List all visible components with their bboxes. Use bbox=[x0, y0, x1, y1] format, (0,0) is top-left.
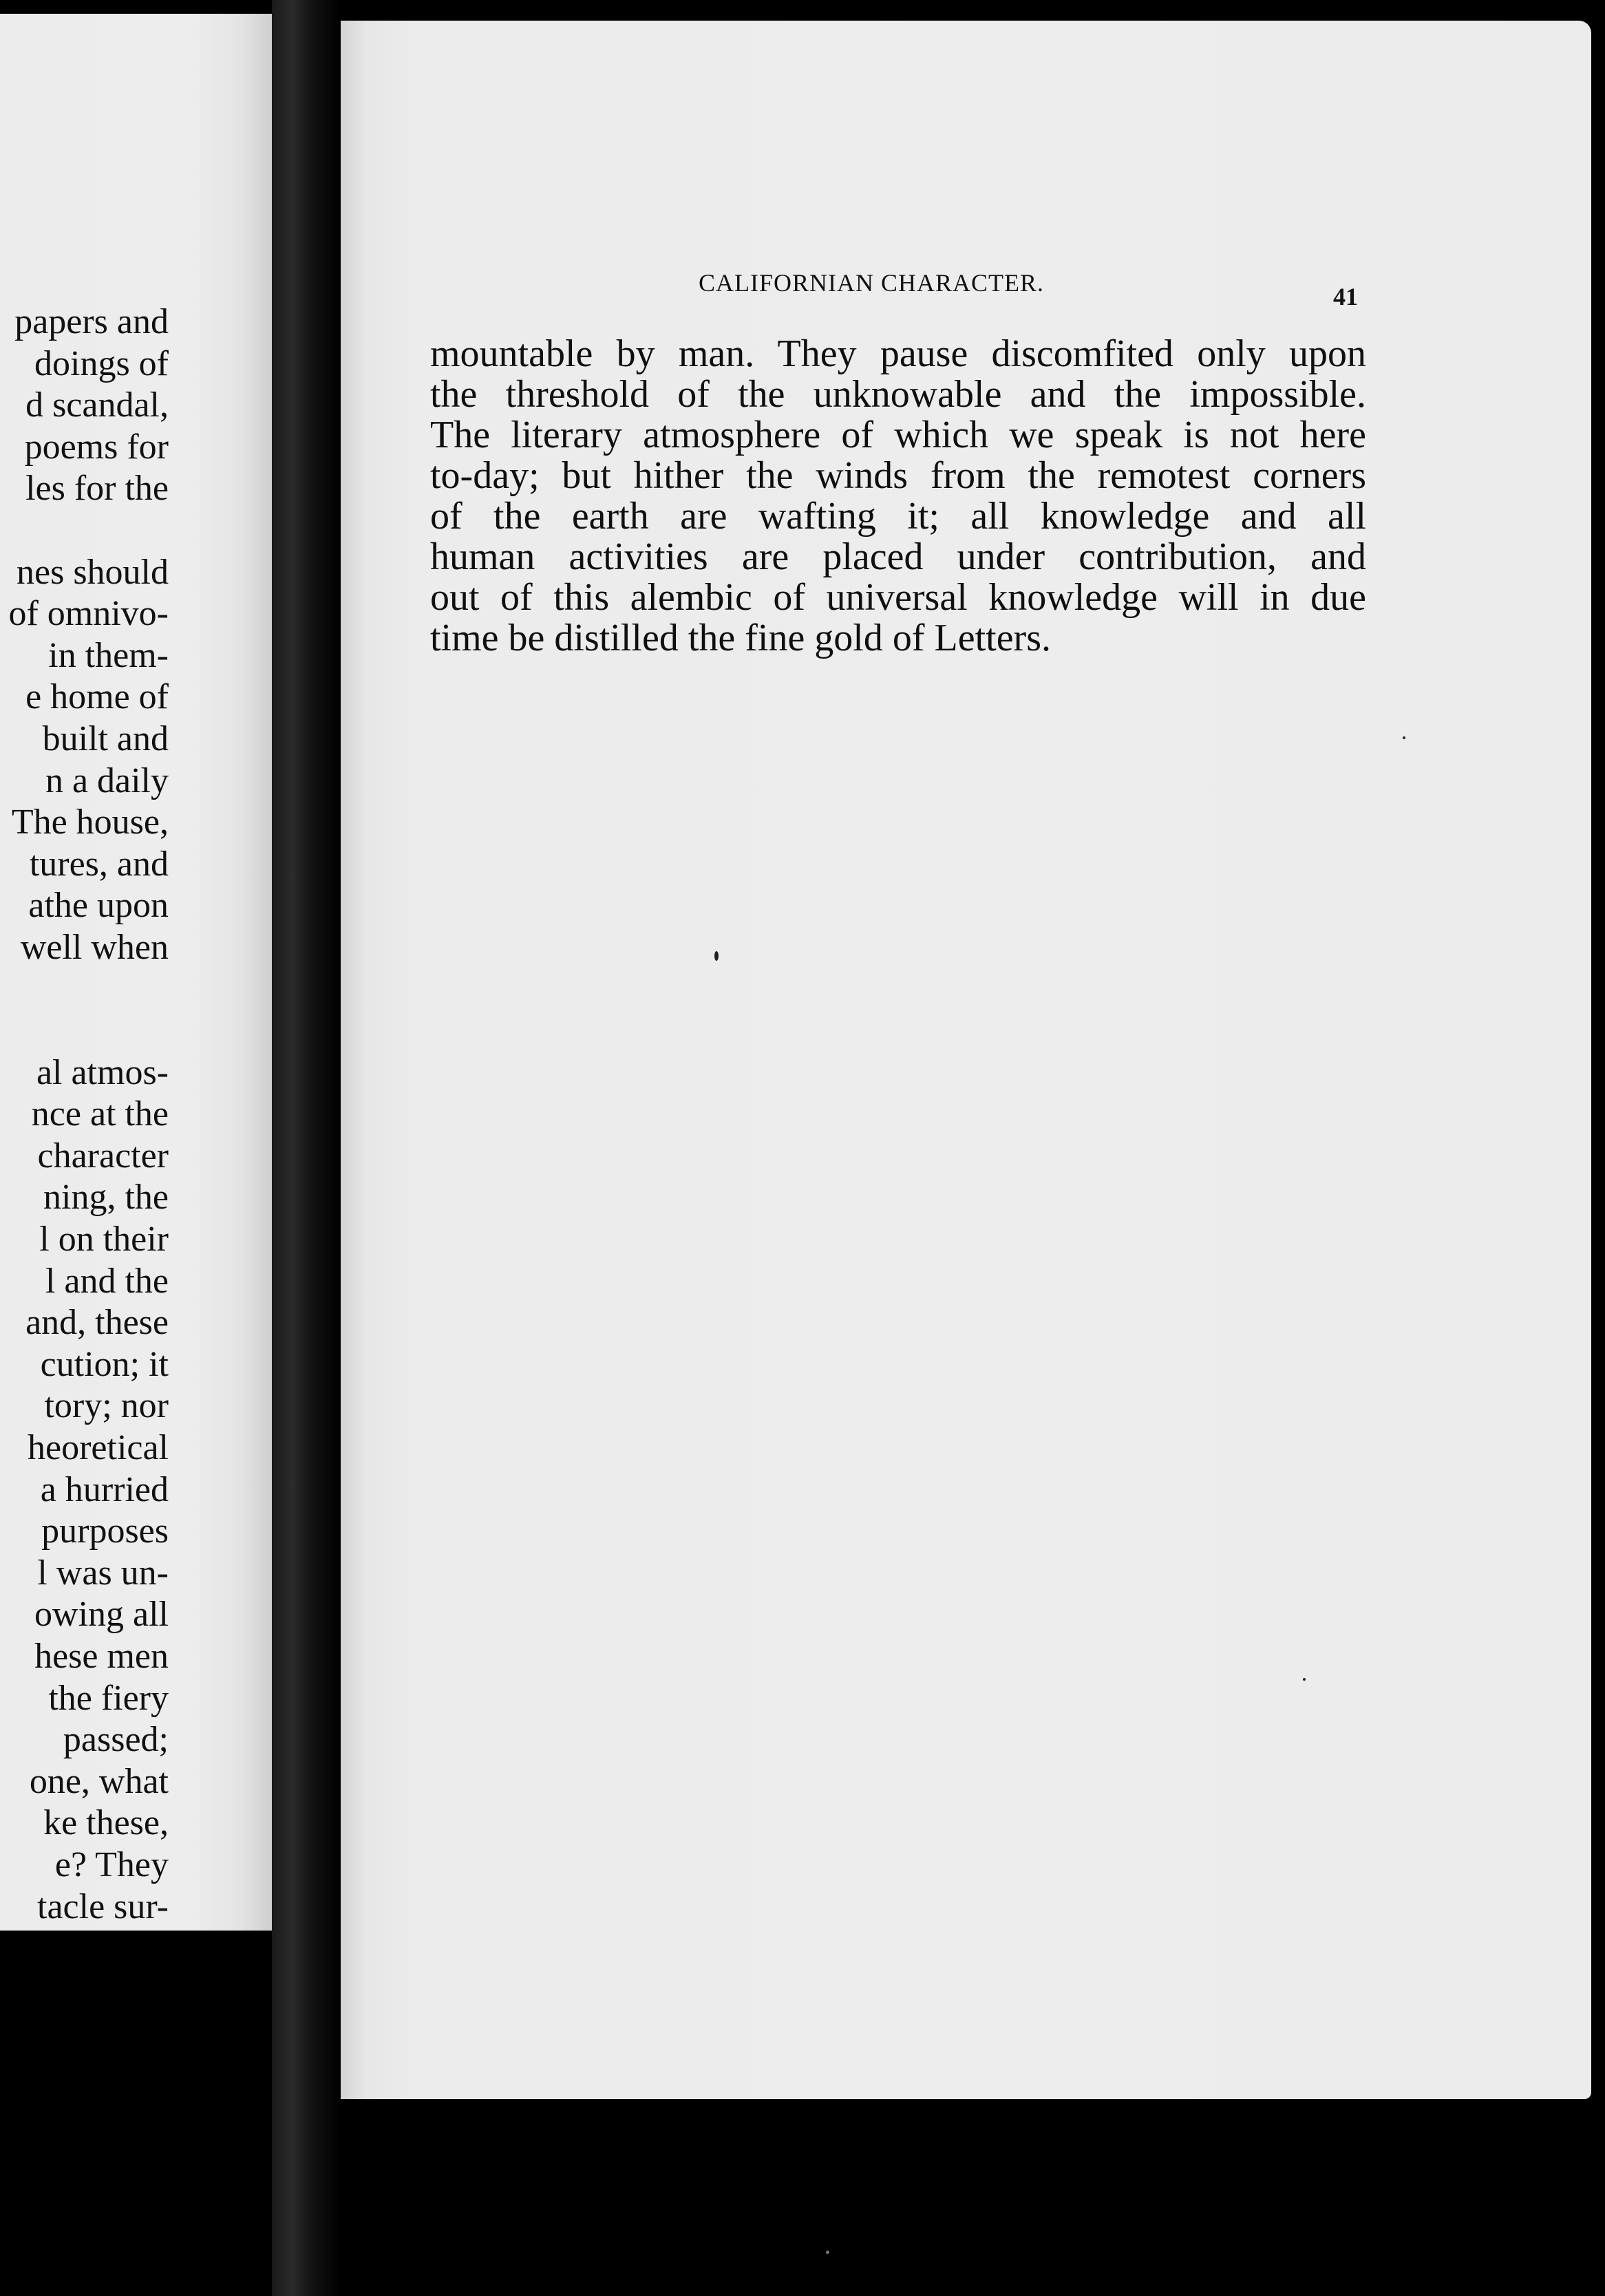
facing-page-line: doings of bbox=[34, 343, 169, 383]
text-line: The literary atmosphere of which we speak is not here bbox=[430, 414, 1366, 456]
paper-speck bbox=[1303, 1678, 1306, 1681]
text-line: the threshold of the unknowable and the impossible. bbox=[430, 373, 1366, 416]
facing-page-line: character bbox=[37, 1136, 169, 1176]
facing-page-line: athe upon bbox=[28, 886, 169, 926]
facing-page-line: tures, and bbox=[29, 844, 169, 884]
facing-page-text bbox=[0, 301, 169, 1928]
facing-page-line: of omnivo- bbox=[8, 594, 169, 634]
facing-page-line: hese men bbox=[34, 1637, 169, 1676]
facing-page-line bbox=[0, 510, 169, 552]
facing-page-line: nes should bbox=[17, 552, 169, 592]
facing-page-line: well when bbox=[20, 927, 169, 967]
facing-page-line: tacle sur- bbox=[37, 1886, 169, 1926]
facing-page-line: purposes bbox=[41, 1511, 169, 1551]
facing-page-line: heoretical bbox=[28, 1428, 169, 1468]
facing-page-line: poems for bbox=[24, 427, 169, 467]
text-line: of the earth are wafting it; all knowledge and all bbox=[430, 495, 1366, 538]
facing-page-line: tory; nor bbox=[44, 1386, 169, 1426]
facing-page-line: nce at the bbox=[31, 1094, 169, 1134]
facing-page-line: e home of bbox=[25, 677, 169, 717]
facing-page-line: and, these bbox=[25, 1303, 169, 1343]
facing-page-line: l was un- bbox=[37, 1553, 169, 1593]
facing-page bbox=[0, 14, 272, 1931]
facing-page-line: the fiery bbox=[48, 1678, 169, 1718]
facing-page-line: ke these, bbox=[43, 1803, 169, 1843]
book-gutter bbox=[272, 0, 341, 2296]
facing-page-line: cution; it bbox=[40, 1344, 169, 1384]
page-number: 41 bbox=[1333, 283, 1358, 310]
text-line: mountable by man. They pause discomfited only upon bbox=[430, 332, 1366, 375]
paper-speck bbox=[826, 2251, 829, 2254]
facing-page-line bbox=[0, 969, 169, 1011]
facing-page-line: d scandal, bbox=[25, 385, 169, 425]
facing-page-line bbox=[0, 1010, 169, 1052]
text-line: to-day; but hither the winds from the remotest corners bbox=[430, 454, 1366, 497]
facing-page-line: l and the bbox=[45, 1261, 169, 1301]
paper-speck bbox=[1403, 736, 1405, 739]
facing-page-line: owing all bbox=[34, 1595, 169, 1635]
facing-page-line: one, what bbox=[29, 1761, 169, 1801]
facing-page-line: passed; bbox=[63, 1720, 169, 1760]
body-text bbox=[430, 334, 1366, 659]
facing-page-line: l on their bbox=[39, 1220, 169, 1259]
facing-page-line: a hurried bbox=[40, 1469, 169, 1509]
paper-speck bbox=[714, 951, 719, 961]
facing-page-line: papers and bbox=[14, 302, 169, 341]
text-line: out of this alembic of universal knowledge will in due bbox=[430, 576, 1366, 619]
facing-page-line: les for the bbox=[25, 469, 169, 509]
facing-page-line: in them- bbox=[48, 635, 169, 675]
facing-page-line: The house, bbox=[11, 802, 169, 842]
text-line: time be distilled the fine gold of Letters. bbox=[430, 617, 1051, 659]
facing-page-line: ning, the bbox=[43, 1178, 169, 1218]
facing-page-line: al atmos- bbox=[36, 1052, 169, 1092]
facing-page-line: e? They bbox=[54, 1845, 169, 1884]
facing-page-line: built and bbox=[42, 719, 169, 758]
facing-page-line: n a daily bbox=[45, 761, 169, 800]
text-line: human activities are placed under contribution, and bbox=[430, 535, 1366, 578]
running-header: CALIFORNIAN CHARACTER. bbox=[699, 269, 1045, 297]
